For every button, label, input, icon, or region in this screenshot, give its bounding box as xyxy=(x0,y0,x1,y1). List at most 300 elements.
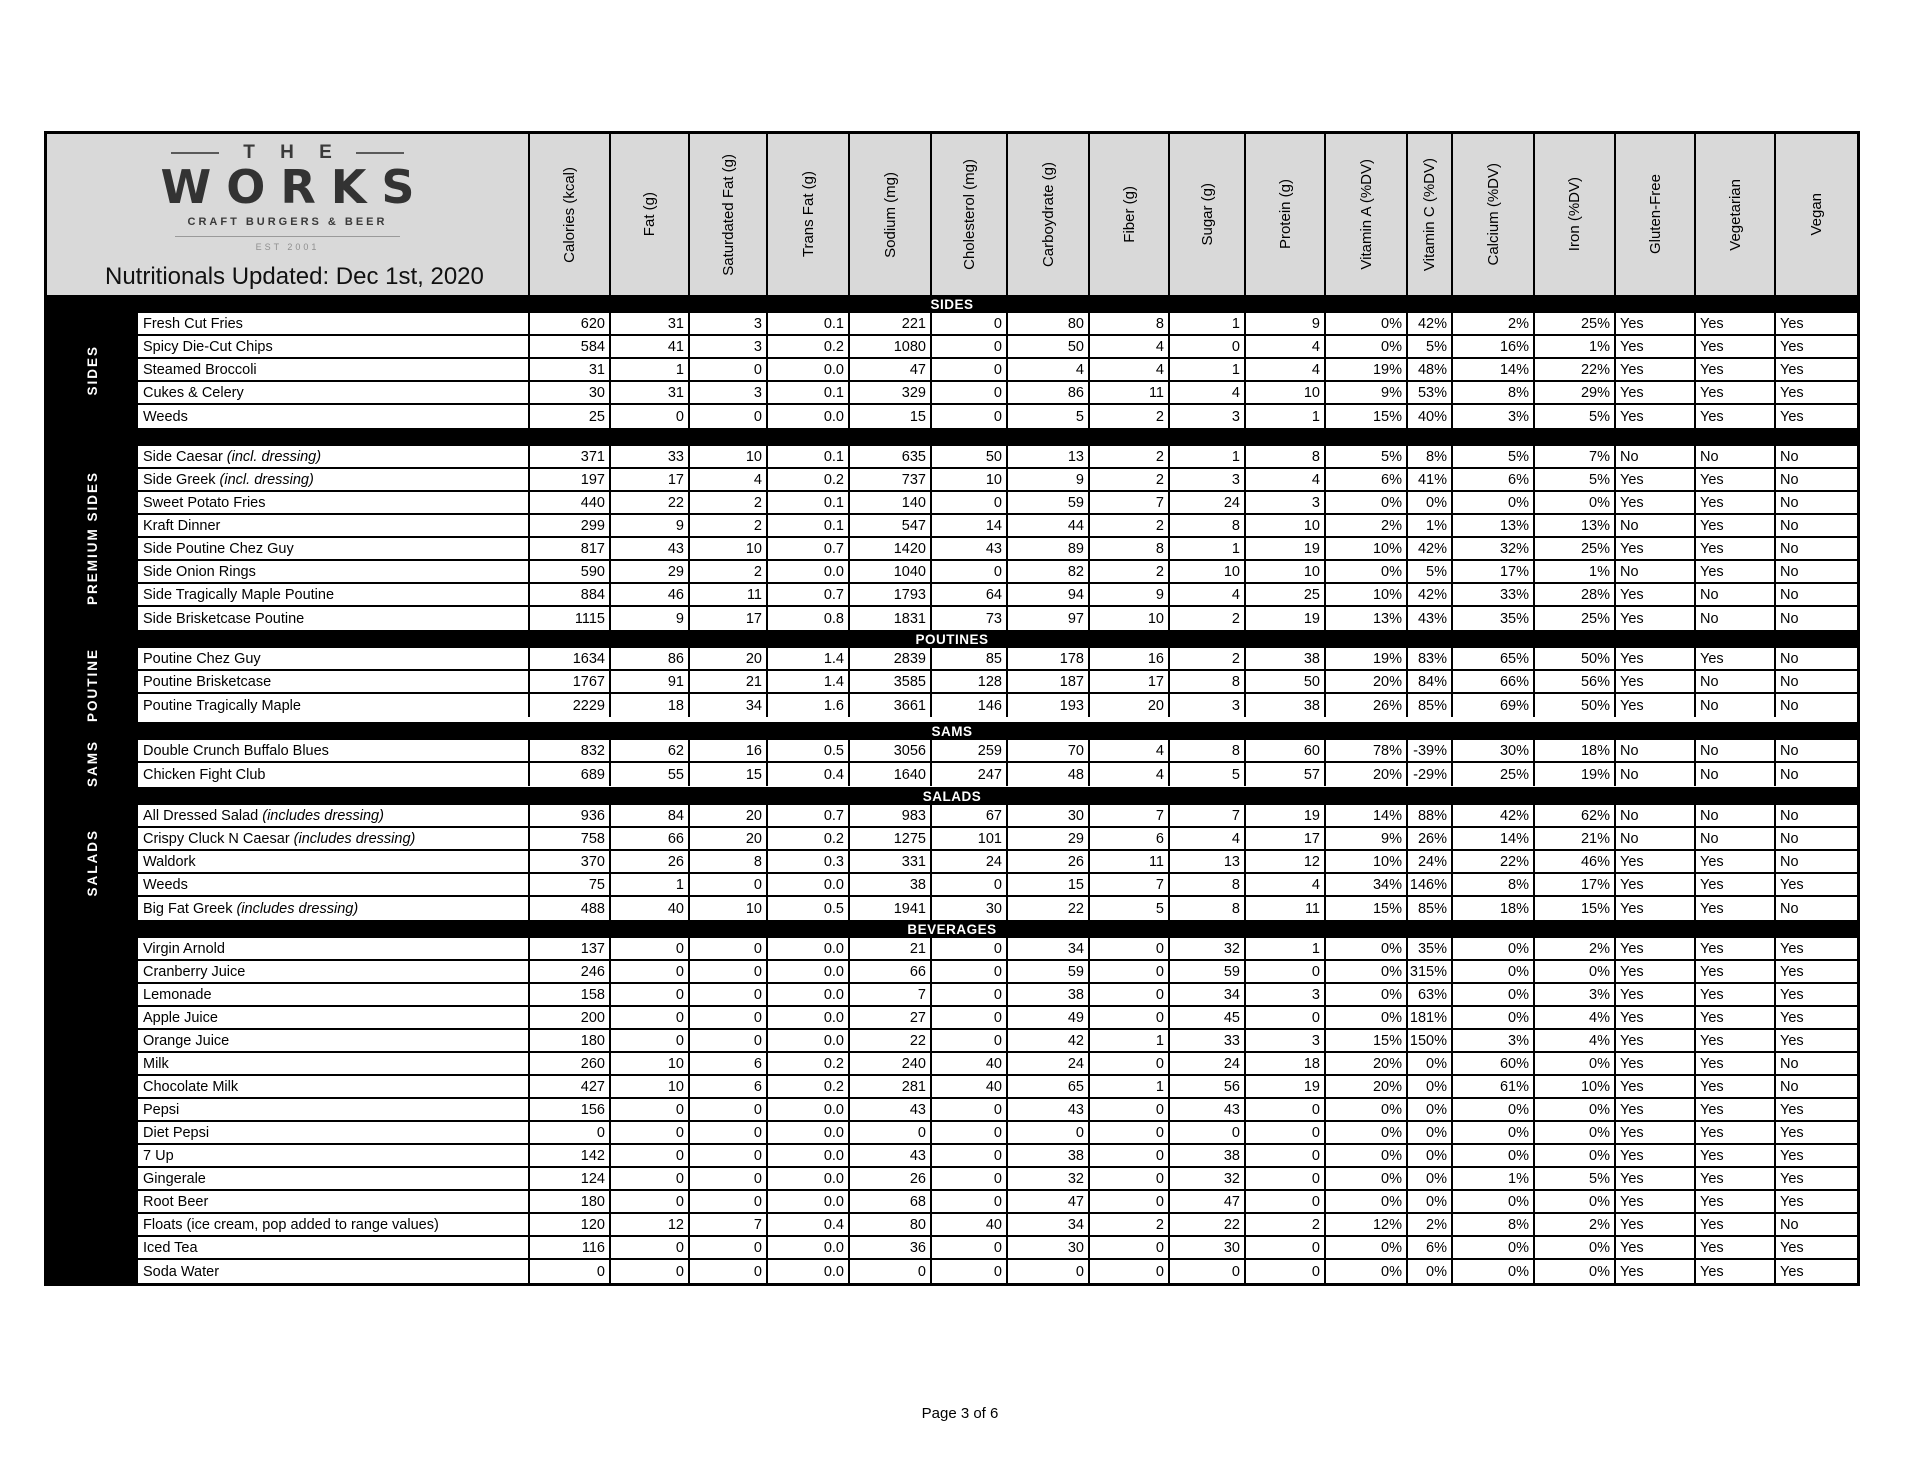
item-name-text: Side Brisketcase Poutine xyxy=(143,610,305,627)
cell-fiber: 8 xyxy=(1090,538,1170,559)
cell-vitamin-a: 0% xyxy=(1326,1099,1408,1120)
item-name-text: Floats (ice cream, pop added to range values) xyxy=(143,1216,439,1233)
cell-gluten-free: Yes xyxy=(1616,1191,1696,1212)
cell-calories: 689 xyxy=(530,763,611,786)
cell-fat: 84 xyxy=(611,805,690,826)
cell-vitamin-a: 15% xyxy=(1326,405,1408,428)
cell-vegan: No xyxy=(1780,853,1799,870)
category-side-strip xyxy=(47,938,138,1283)
cell-vegan: No xyxy=(1780,1078,1799,1095)
item-name xyxy=(138,446,530,467)
item-name-text: Steamed Broccoli xyxy=(143,361,257,378)
cell-iron: 1% xyxy=(1535,561,1616,582)
item-row xyxy=(138,984,1857,1007)
cell-fat: 41 xyxy=(611,336,690,357)
cell-vitamin-c: 1% xyxy=(1408,515,1453,536)
cell-vitamin-c: 0% xyxy=(1408,492,1453,513)
cell-cholesterol: 0 xyxy=(932,961,1008,982)
section-header-bar: SAMS xyxy=(47,722,1857,740)
item-row xyxy=(138,961,1857,984)
cell-vitamin-a: 0% xyxy=(1326,1260,1408,1283)
cell-protein: 17 xyxy=(1246,828,1326,849)
cell-fat: 1 xyxy=(611,874,690,895)
cell-cholesterol: 0 xyxy=(932,1168,1008,1189)
cell-iron: 0% xyxy=(1535,1237,1616,1258)
cell-saturated-fat: 10 xyxy=(690,897,768,920)
cell-calories: 1115 xyxy=(530,607,611,630)
cell-calcium: 0% xyxy=(1453,1260,1535,1283)
cell-protein: 18 xyxy=(1246,1053,1326,1074)
cell-gluten-free: Yes xyxy=(1616,405,1696,428)
cell-calories: 817 xyxy=(530,538,611,559)
cell-vegan: No xyxy=(1780,900,1799,917)
cell-sugar: 38 xyxy=(1170,1145,1246,1166)
cell-protein: 10 xyxy=(1246,561,1326,582)
cell-iron: 0% xyxy=(1535,1260,1616,1283)
cell-fat: 31 xyxy=(611,382,690,403)
cell-trans-fat: 0.0 xyxy=(768,1145,850,1166)
cell-sugar: 32 xyxy=(1170,938,1246,959)
section-rows xyxy=(138,313,1857,428)
cell-trans-fat: 0.0 xyxy=(768,405,850,428)
item-name xyxy=(138,961,530,982)
cell-calories: 158 xyxy=(530,984,611,1005)
cell-protein: 50 xyxy=(1246,671,1326,692)
cell-iron: 22% xyxy=(1535,359,1616,380)
column-header-label: Sodium (mg) xyxy=(881,171,899,258)
cell-calories: 936 xyxy=(530,805,611,826)
cell-vitamin-c: 146% xyxy=(1408,874,1453,895)
cell-vitamin-a: 9% xyxy=(1326,828,1408,849)
cell-protein: 0 xyxy=(1246,1191,1326,1212)
cell-vitamin-a: 20% xyxy=(1326,763,1408,786)
item-name xyxy=(138,607,530,630)
cell-iron: 15% xyxy=(1535,897,1616,920)
cell-vegetarian: No xyxy=(1696,671,1776,692)
cell-calcium: 8% xyxy=(1453,382,1535,403)
cell-vitamin-c: 0% xyxy=(1408,1191,1453,1212)
cell-protein: 0 xyxy=(1246,1007,1326,1028)
cell-vegetarian: Yes xyxy=(1696,1099,1776,1120)
cell-iron: 0% xyxy=(1535,961,1616,982)
cell-calcium: 1% xyxy=(1453,1168,1535,1189)
cell-vegan: No xyxy=(1780,807,1799,824)
cell-fiber: 4 xyxy=(1090,336,1170,357)
cell-vegan: Yes xyxy=(1780,986,1804,1003)
cell-sodium: 1831 xyxy=(850,607,932,630)
cell-protein: 4 xyxy=(1246,469,1326,490)
cell-sodium: 221 xyxy=(850,313,932,334)
cell-protein: 25 xyxy=(1246,584,1326,605)
cell-fat: 0 xyxy=(611,1191,690,1212)
item-name-text: Root Beer xyxy=(143,1193,209,1210)
cell-cholesterol: 0 xyxy=(932,1122,1008,1143)
cell-carbohydrate: 30 xyxy=(1008,805,1090,826)
cell-carbohydrate: 97 xyxy=(1008,607,1090,630)
cell-saturated-fat: 2 xyxy=(690,492,768,513)
cell-trans-fat: 0.4 xyxy=(768,763,850,786)
cell-calcium: 42% xyxy=(1453,805,1535,826)
cell-gluten-free: No xyxy=(1616,561,1696,582)
item-name-text: Cranberry Juice xyxy=(143,963,246,980)
cell-gluten-free: Yes xyxy=(1616,1260,1696,1283)
cell-trans-fat: 0.0 xyxy=(768,874,850,895)
item-name xyxy=(138,740,530,761)
item-row xyxy=(138,336,1857,359)
cell-calcium: 0% xyxy=(1453,984,1535,1005)
item-row xyxy=(138,1145,1857,1168)
cell-calcium: 5% xyxy=(1453,446,1535,467)
cell-trans-fat: 0.1 xyxy=(768,492,850,513)
cell-vegetarian: No xyxy=(1696,694,1776,717)
cell-sodium: 1640 xyxy=(850,763,932,786)
cell-saturated-fat: 7 xyxy=(690,1214,768,1235)
cell-vitamin-c: 26% xyxy=(1408,828,1453,849)
cell-vegetarian: Yes xyxy=(1696,492,1776,513)
cell-carbohydrate: 42 xyxy=(1008,1030,1090,1051)
cell-cholesterol: 0 xyxy=(932,1145,1008,1166)
cell-saturated-fat: 0 xyxy=(690,1260,768,1283)
cell-iron: 0% xyxy=(1535,1122,1616,1143)
item-name-text: Spicy Die-Cut Chips xyxy=(143,338,273,355)
menu-section xyxy=(47,295,1857,428)
cell-iron: 0% xyxy=(1535,1053,1616,1074)
cell-sodium: 1275 xyxy=(850,828,932,849)
cell-sugar: 3 xyxy=(1170,694,1246,717)
cell-gluten-free: Yes xyxy=(1616,1053,1696,1074)
item-name-note: (includes dressing) xyxy=(236,900,359,917)
cell-protein: 10 xyxy=(1246,515,1326,536)
cell-fiber: 10 xyxy=(1090,607,1170,630)
cell-saturated-fat: 10 xyxy=(690,538,768,559)
cell-saturated-fat: 20 xyxy=(690,805,768,826)
cell-fat: 0 xyxy=(611,1030,690,1051)
cell-calories: 832 xyxy=(530,740,611,761)
cell-cholesterol: 50 xyxy=(932,446,1008,467)
cell-protein: 0 xyxy=(1246,961,1326,982)
cell-vegetarian: Yes xyxy=(1696,1191,1776,1212)
cell-vitamin-a: 19% xyxy=(1326,648,1408,669)
cell-protein: 10 xyxy=(1246,382,1326,403)
cell-trans-fat: 0.0 xyxy=(768,1260,850,1283)
nutrition-table xyxy=(44,131,1860,1286)
cell-trans-fat: 0.0 xyxy=(768,984,850,1005)
cell-calories: 180 xyxy=(530,1191,611,1212)
item-row xyxy=(138,740,1857,763)
category-side-strip xyxy=(47,313,138,428)
cell-fat: 22 xyxy=(611,492,690,513)
section-header-bar xyxy=(47,428,1857,446)
cell-fat: 0 xyxy=(611,1099,690,1120)
cell-vegan: Yes xyxy=(1780,1239,1804,1256)
cell-iron: 25% xyxy=(1535,313,1616,334)
cell-calcium: 0% xyxy=(1453,492,1535,513)
cell-vitamin-a: 0% xyxy=(1326,984,1408,1005)
cell-vitamin-a: 2% xyxy=(1326,515,1408,536)
cell-carbohydrate: 187 xyxy=(1008,671,1090,692)
cell-protein: 0 xyxy=(1246,1099,1326,1120)
cell-saturated-fat: 0 xyxy=(690,1122,768,1143)
cell-cholesterol: 0 xyxy=(932,405,1008,428)
cell-vitamin-c: 42% xyxy=(1408,313,1453,334)
cell-vitamin-c: 8% xyxy=(1408,446,1453,467)
cell-sugar: 1 xyxy=(1170,359,1246,380)
cell-vitamin-c: 0% xyxy=(1408,1168,1453,1189)
cell-fiber: 2 xyxy=(1090,561,1170,582)
cell-calcium: 0% xyxy=(1453,1145,1535,1166)
table-header-band xyxy=(47,134,1857,295)
item-name xyxy=(138,805,530,826)
cell-vitamin-c: 0% xyxy=(1408,1145,1453,1166)
cell-vitamin-c: 48% xyxy=(1408,359,1453,380)
cell-fiber: 7 xyxy=(1090,805,1170,826)
section-body xyxy=(47,446,1857,630)
cell-trans-fat: 0.0 xyxy=(768,1168,850,1189)
cell-fiber: 5 xyxy=(1090,897,1170,920)
cell-saturated-fat: 0 xyxy=(690,1099,768,1120)
cell-vitamin-c: 88% xyxy=(1408,805,1453,826)
cell-calcium: 65% xyxy=(1453,648,1535,669)
cell-vegetarian: Yes xyxy=(1696,1214,1776,1235)
cell-protein: 11 xyxy=(1246,897,1326,920)
cell-vegan: No xyxy=(1780,830,1799,847)
cell-trans-fat: 0.2 xyxy=(768,828,850,849)
cell-fat: 86 xyxy=(611,648,690,669)
cell-cholesterol: 0 xyxy=(932,1030,1008,1051)
category-side-label: SALADS xyxy=(85,828,100,897)
cell-vegetarian: No xyxy=(1696,607,1776,630)
cell-trans-fat: 0.1 xyxy=(768,446,850,467)
cell-vitamin-c: 0% xyxy=(1408,1260,1453,1283)
cell-carbohydrate: 70 xyxy=(1008,740,1090,761)
cell-sodium: 737 xyxy=(850,469,932,490)
item-name xyxy=(138,1168,530,1189)
cell-saturated-fat: 4 xyxy=(690,469,768,490)
item-row xyxy=(138,1030,1857,1053)
cell-fiber: 0 xyxy=(1090,1122,1170,1143)
cell-vitamin-a: 19% xyxy=(1326,359,1408,380)
cell-sugar: 5 xyxy=(1170,763,1246,786)
item-name-text: Double Crunch Buffalo Blues xyxy=(143,742,329,759)
cell-protein: 0 xyxy=(1246,1122,1326,1143)
cell-vitamin-a: 26% xyxy=(1326,694,1408,717)
cell-cholesterol: 67 xyxy=(932,805,1008,826)
cell-saturated-fat: 17 xyxy=(690,607,768,630)
page-number: Page 3 of 6 xyxy=(921,1405,999,1422)
item-row xyxy=(138,763,1857,786)
cell-sodium: 140 xyxy=(850,492,932,513)
cell-cholesterol: 0 xyxy=(932,359,1008,380)
cell-gluten-free: Yes xyxy=(1616,538,1696,559)
cell-carbohydrate: 0 xyxy=(1008,1260,1090,1283)
brand-logo-cell xyxy=(47,134,530,295)
cell-protein: 4 xyxy=(1246,874,1326,895)
cell-fiber: 2 xyxy=(1090,405,1170,428)
cell-sugar: 4 xyxy=(1170,828,1246,849)
cell-iron: 0% xyxy=(1535,1191,1616,1212)
cell-cholesterol: 0 xyxy=(932,1191,1008,1212)
cell-fat: 62 xyxy=(611,740,690,761)
cell-vitamin-a: 78% xyxy=(1326,740,1408,761)
cell-vegan: No xyxy=(1780,742,1799,759)
cell-fat: 10 xyxy=(611,1053,690,1074)
cell-carbohydrate: 26 xyxy=(1008,851,1090,872)
cell-fiber: 4 xyxy=(1090,740,1170,761)
cell-saturated-fat: 20 xyxy=(690,828,768,849)
item-row xyxy=(138,492,1857,515)
item-row xyxy=(138,561,1857,584)
item-row xyxy=(138,313,1857,336)
cell-sugar: 45 xyxy=(1170,1007,1246,1028)
cell-protein: 19 xyxy=(1246,538,1326,559)
cell-cholesterol: 85 xyxy=(932,648,1008,669)
item-row xyxy=(138,1168,1857,1191)
cell-fat: 0 xyxy=(611,1168,690,1189)
cell-fiber: 0 xyxy=(1090,1145,1170,1166)
section-header-bar: BEVERAGES xyxy=(47,920,1857,938)
cell-fat: 10 xyxy=(611,1076,690,1097)
cell-gluten-free: Yes xyxy=(1616,897,1696,920)
cell-calories: 370 xyxy=(530,851,611,872)
item-row xyxy=(138,1076,1857,1099)
item-name-note: (incl. dressing) xyxy=(226,448,322,465)
item-name xyxy=(138,1030,530,1051)
cell-sodium: 15 xyxy=(850,405,932,428)
cell-vegan: No xyxy=(1780,766,1799,783)
cell-sodium: 0 xyxy=(850,1122,932,1143)
cell-cholesterol: 0 xyxy=(932,1260,1008,1283)
cell-sodium: 3661 xyxy=(850,694,932,717)
cell-fiber: 11 xyxy=(1090,382,1170,403)
item-name xyxy=(138,1145,530,1166)
cell-iron: 4% xyxy=(1535,1030,1616,1051)
item-name xyxy=(138,538,530,559)
cell-sugar: 2 xyxy=(1170,648,1246,669)
cell-carbohydrate: 59 xyxy=(1008,961,1090,982)
cell-sugar: 1 xyxy=(1170,538,1246,559)
cell-vegan: Yes xyxy=(1780,315,1804,332)
cell-sodium: 547 xyxy=(850,515,932,536)
cell-sugar: 1 xyxy=(1170,313,1246,334)
cell-sodium: 1793 xyxy=(850,584,932,605)
cell-gluten-free: No xyxy=(1616,805,1696,826)
cell-vitamin-c: 0% xyxy=(1408,1122,1453,1143)
cell-cholesterol: 43 xyxy=(932,538,1008,559)
cell-vegetarian: Yes xyxy=(1696,515,1776,536)
item-row xyxy=(138,538,1857,561)
column-header-iron xyxy=(1535,134,1616,295)
cell-calcium: 0% xyxy=(1453,1237,1535,1258)
cell-saturated-fat: 10 xyxy=(690,446,768,467)
cell-vitamin-c: 42% xyxy=(1408,584,1453,605)
cell-vegetarian: No xyxy=(1696,446,1776,467)
cell-carbohydrate: 22 xyxy=(1008,897,1090,920)
cell-fat: 33 xyxy=(611,446,690,467)
cell-vitamin-c: 0% xyxy=(1408,1053,1453,1074)
cell-vitamin-a: 0% xyxy=(1326,1168,1408,1189)
cell-vegetarian: Yes xyxy=(1696,469,1776,490)
item-row xyxy=(138,359,1857,382)
cell-trans-fat: 0.2 xyxy=(768,336,850,357)
cell-gluten-free: No xyxy=(1616,446,1696,467)
cell-gluten-free: Yes xyxy=(1616,313,1696,334)
item-name xyxy=(138,984,530,1005)
cell-fat: 91 xyxy=(611,671,690,692)
cell-vegetarian: Yes xyxy=(1696,938,1776,959)
cell-gluten-free: Yes xyxy=(1616,336,1696,357)
cell-sugar: 2 xyxy=(1170,607,1246,630)
cell-vegan: Yes xyxy=(1780,1124,1804,1141)
cell-vegetarian: Yes xyxy=(1696,1007,1776,1028)
cell-iron: 0% xyxy=(1535,1145,1616,1166)
item-name-text: All Dressed Salad xyxy=(143,807,259,824)
cell-iron: 62% xyxy=(1535,805,1616,826)
cell-protein: 12 xyxy=(1246,851,1326,872)
cell-iron: 25% xyxy=(1535,538,1616,559)
cell-sugar: 8 xyxy=(1170,874,1246,895)
cell-trans-fat: 0.0 xyxy=(768,359,850,380)
item-name-text: Poutine Chez Guy xyxy=(143,650,261,667)
cell-trans-fat: 0.2 xyxy=(768,469,850,490)
cell-sodium: 68 xyxy=(850,1191,932,1212)
cell-sugar: 33 xyxy=(1170,1030,1246,1051)
cell-carbohydrate: 38 xyxy=(1008,1145,1090,1166)
cell-sugar: 3 xyxy=(1170,469,1246,490)
cell-vitamin-c: 40% xyxy=(1408,405,1453,428)
cell-vitamin-c: 53% xyxy=(1408,382,1453,403)
column-header-label: Vitamin C (%DV) xyxy=(1421,157,1438,272)
cell-sodium: 36 xyxy=(850,1237,932,1258)
cell-vitamin-a: 0% xyxy=(1326,1122,1408,1143)
cell-trans-fat: 1.4 xyxy=(768,648,850,669)
cell-cholesterol: 0 xyxy=(932,1099,1008,1120)
column-header-sugar xyxy=(1170,134,1246,295)
cell-saturated-fat: 16 xyxy=(690,740,768,761)
cell-cholesterol: 0 xyxy=(932,1007,1008,1028)
cell-cholesterol: 0 xyxy=(932,313,1008,334)
cell-fat: 0 xyxy=(611,405,690,428)
cell-fiber: 7 xyxy=(1090,492,1170,513)
cell-vitamin-a: 20% xyxy=(1326,1053,1408,1074)
cell-fiber: 2 xyxy=(1090,469,1170,490)
cell-trans-fat: 1.4 xyxy=(768,671,850,692)
cell-vitamin-a: 12% xyxy=(1326,1214,1408,1235)
cell-protein: 3 xyxy=(1246,492,1326,513)
cell-gluten-free: Yes xyxy=(1616,492,1696,513)
item-name-text: Poutine Tragically Maple xyxy=(143,697,301,714)
cell-calcium: 0% xyxy=(1453,1007,1535,1028)
cell-fiber: 0 xyxy=(1090,1007,1170,1028)
cell-gluten-free: Yes xyxy=(1616,1099,1696,1120)
cell-trans-fat: 0.5 xyxy=(768,740,850,761)
cell-trans-fat: 0.3 xyxy=(768,851,850,872)
cell-trans-fat: 0.0 xyxy=(768,1007,850,1028)
column-header-vegetarian xyxy=(1696,134,1776,295)
cell-vegetarian: Yes xyxy=(1696,874,1776,895)
cell-saturated-fat: 0 xyxy=(690,405,768,428)
item-name xyxy=(138,1007,530,1028)
cell-sugar: 8 xyxy=(1170,515,1246,536)
cell-fiber: 0 xyxy=(1090,1099,1170,1120)
cell-fiber: 0 xyxy=(1090,1191,1170,1212)
cell-sodium: 635 xyxy=(850,446,932,467)
item-name xyxy=(138,763,530,786)
item-name xyxy=(138,648,530,669)
item-row xyxy=(138,405,1857,428)
item-name-text: Soda Water xyxy=(143,1263,220,1280)
brand-divider xyxy=(175,236,400,237)
item-name xyxy=(138,1053,530,1074)
